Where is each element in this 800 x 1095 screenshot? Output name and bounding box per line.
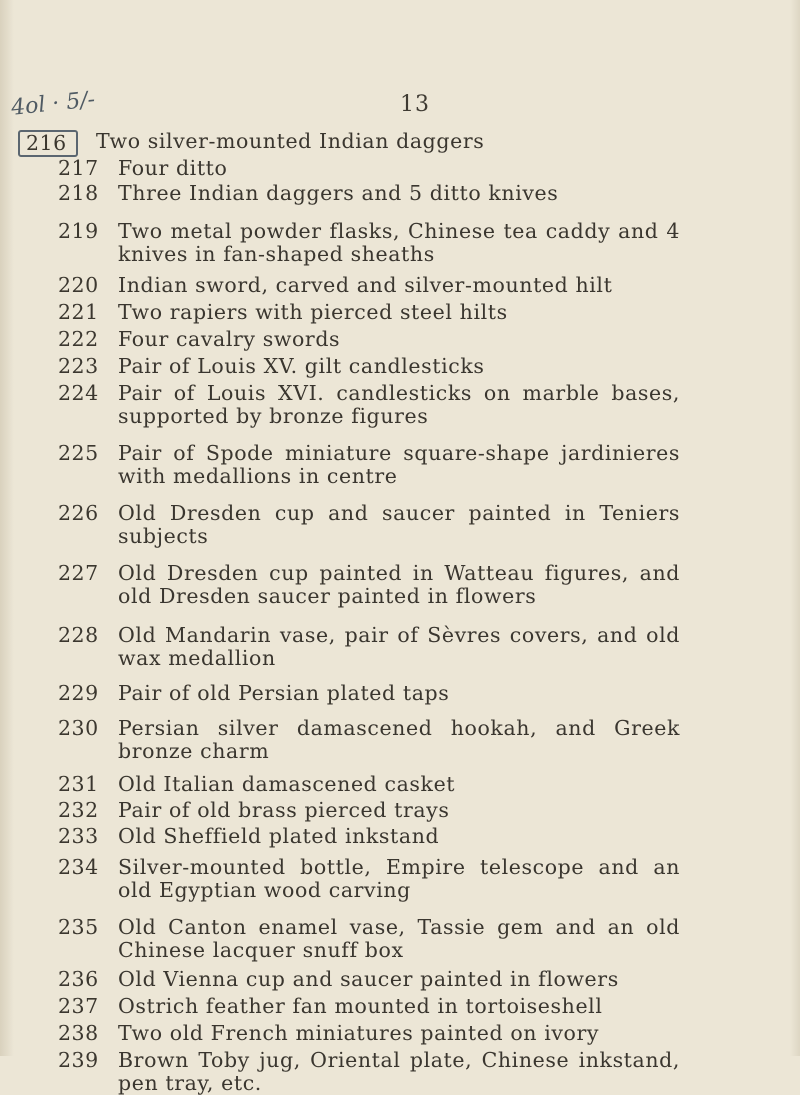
- lot-description: Two metal powder flasks, Chinese tea caddy and 4 knives in fan-shaped sheaths: [118, 219, 680, 266]
- lot-item: [18, 682, 788, 705]
- lot-item: [18, 624, 788, 670]
- lot-description: Four ditto: [118, 156, 228, 180]
- lot-description: Pair of Spode miniature square-shape jardinieres with medallions in centre: [118, 441, 680, 488]
- lot-description: Pair of Louis XVI. candlesticks on marble bases, supported by bronze figures: [118, 381, 680, 428]
- lot-number: 217: [58, 156, 99, 180]
- lot-item: [18, 995, 788, 1018]
- lot-description: Pair of Louis XV. gilt candlesticks: [118, 354, 485, 378]
- lot-number: 219: [58, 219, 99, 243]
- lot-description: Silver-mounted bottle, Empire telescope and an old Egyptian wood carving: [118, 855, 680, 902]
- lot-number: 226: [58, 501, 99, 525]
- lot-item: [18, 773, 788, 796]
- lot-number: 220: [58, 273, 99, 297]
- lot-number: 230: [58, 716, 99, 740]
- lot-item: [18, 717, 788, 763]
- lot-description: Pair of old brass pierced trays: [118, 798, 450, 822]
- lot-description: Two rapiers with pierced steel hilts: [118, 300, 508, 324]
- lot-number: 232: [58, 798, 99, 822]
- lot-number: 239: [58, 1048, 99, 1072]
- lot-number: 225: [58, 441, 99, 465]
- lot-number: 218: [58, 181, 99, 205]
- lot-item: [18, 220, 788, 266]
- lot-item: [18, 301, 788, 324]
- lot-number: 229: [58, 681, 99, 705]
- lot-description: Four cavalry swords: [118, 327, 341, 351]
- lot-number: 233: [58, 824, 99, 848]
- lot-number: 231: [58, 772, 99, 796]
- lot-item: [18, 1022, 788, 1045]
- lot-item: [18, 562, 788, 608]
- lot-number: 235: [58, 915, 99, 939]
- lot-description: Old Dresden cup and saucer painted in Teniers subjects: [118, 501, 680, 548]
- lot-number: 223: [58, 354, 99, 378]
- lot-number: 238: [58, 1021, 99, 1045]
- lot-description: Old Italian damascened casket: [118, 772, 456, 796]
- lot-item: [18, 182, 788, 205]
- lot-number: 227: [58, 561, 99, 585]
- lot-item: [18, 355, 788, 378]
- lot-item: [18, 502, 788, 548]
- lot-number: 228: [58, 623, 99, 647]
- lot-item: [18, 968, 788, 991]
- lot-number: 236: [58, 967, 99, 991]
- lot-description: Brown Toby jug, Oriental plate, Chinese inkstand, pen tray, etc.: [118, 1048, 680, 1095]
- lot-item: [18, 382, 788, 428]
- lot-description: Two old French miniatures painted on ivory: [118, 1021, 600, 1045]
- lot-list: [18, 130, 788, 1095]
- lot-item: [18, 856, 788, 902]
- lot-description: Old Canton enamel vase, Tassie gem and an old Chinese lacquer snuff box: [118, 915, 680, 962]
- lot-number: 216: [18, 130, 78, 157]
- lot-item: [18, 274, 788, 297]
- lot-description: Three Indian daggers and 5 ditto knives: [118, 181, 559, 205]
- lot-description: Old Dresden cup painted in Watteau figures, and old Dresden saucer painted in flowers: [118, 561, 680, 608]
- lot-description: Pair of old Persian plated taps: [118, 681, 450, 705]
- annotation-text: 4ol · 5/-: [10, 87, 97, 121]
- lot-description: Old Vienna cup and saucer painted in flowers: [118, 967, 619, 991]
- lot-item: [18, 916, 788, 962]
- lot-description: Persian silver damascened hookah, and Greek bronze charm: [118, 716, 680, 763]
- lot-item: [18, 799, 788, 822]
- page-number: 13: [400, 92, 430, 117]
- lot-number: 237: [58, 994, 99, 1018]
- lot-item: [18, 825, 788, 848]
- lot-number: 234: [58, 855, 99, 879]
- lot-description: Old Sheffield plated inkstand: [118, 824, 440, 848]
- lot-number: 221: [58, 300, 99, 324]
- lot-description: Ostrich feather fan mounted in tortoiseshell: [118, 994, 603, 1018]
- lot-description: Two silver-mounted Indian daggers: [96, 129, 485, 153]
- lot-number: 222: [58, 327, 99, 351]
- lot-item: [18, 157, 788, 180]
- page-edge-left: [0, 0, 14, 1056]
- lot-item: [18, 442, 788, 488]
- lot-description: Old Mandarin vase, pair of Sèvres covers, and old wax medallion: [118, 623, 680, 670]
- lot-item: [18, 328, 788, 351]
- lot-number: 224: [58, 381, 99, 405]
- page-edge-right: [790, 0, 800, 1056]
- lot-description: Indian sword, carved and silver-mounted hilt: [118, 273, 613, 297]
- lot-item: [18, 130, 788, 157]
